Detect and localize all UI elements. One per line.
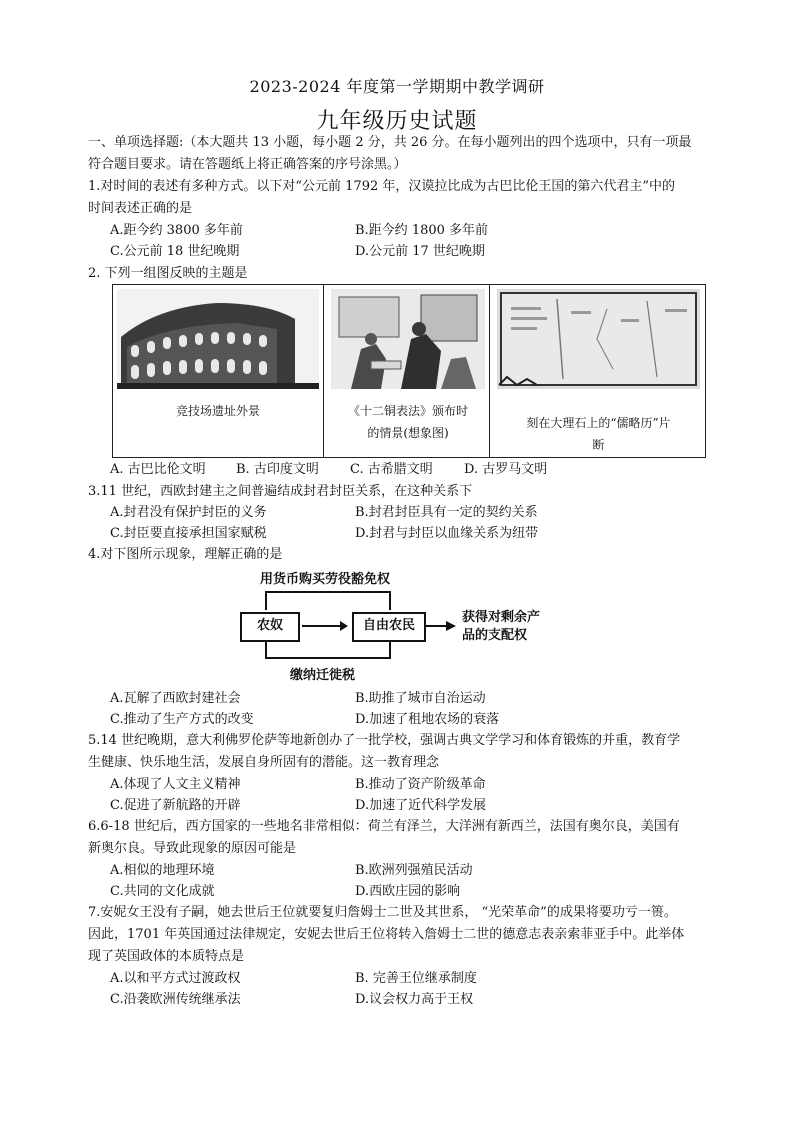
flow-label-right-1: 获得对剩余产 (462, 610, 541, 625)
flow-box-serf: 农奴 (240, 612, 300, 642)
q2-option-d: D. 古罗马文明 (464, 462, 548, 477)
section-instructions-line1: 一、单项选择题:（本大题共 13 小题，每小题 2 分，共 26 分。在每小题列出的四个选项中，只有一项最 (88, 135, 692, 150)
q1-stem-line2: 时间表述正确的是 (88, 201, 193, 216)
colosseum-illustration (117, 289, 319, 389)
flow-label-top: 用货币购买劳役豁免权 (260, 572, 391, 587)
q7-stem-line1: 7.安妮女王没有子嗣，她去世后王位就要复归詹姆士二世及其世系， “光荣革命”的成果将要功亏一篑。 (88, 905, 677, 920)
q3-option-c: C.封臣要直接承担国家赋税 (110, 526, 267, 541)
q2-option-a: A. 古巴比伦文明 (110, 462, 206, 477)
q6-option-d: D.西欧庄园的影响 (355, 884, 461, 899)
q5-stem-line1: 5.14 世纪晚期，意大利佛罗伦萨等地新创办了一批学校，强调古典文学学习和体育锻炼的并重，教育学 (88, 733, 681, 748)
q4-option-d: D.加速了租地农场的衰落 (355, 712, 500, 727)
flow-label-bottom: 缴纳迁徙税 (290, 668, 356, 683)
q4-stem: 4.对下图所示现象，理解正确的是 (88, 547, 283, 562)
q6-stem-line2: 新奥尔良。导致此现象的原因可能是 (88, 841, 297, 856)
q5-option-c: C.促进了新航路的开辟 (110, 798, 241, 813)
q7-option-a: A.以和平方式过渡政权 (110, 971, 241, 986)
q5-stem-line2: 生健康、快乐地生活，发展自身所固有的潜能。这一教育理念 (88, 755, 440, 770)
q6-option-c: C.共同的文化成就 (110, 884, 215, 899)
q6-stem-line1: 6.6-18 世纪后，西方国家的一些地名非常相似：荷兰有泽兰，大洋洲有新西兰，法国有奥尔良，美国有 (88, 819, 680, 834)
q5-option-a: A.体现了人文主义精神 (110, 777, 241, 792)
q1-option-c: C.公元前 18 世纪晚期 (110, 244, 240, 259)
flow-box-free-peasant: 自由农民 (352, 612, 426, 642)
section-instructions-line2: 符合题目要求。请在答题纸上将正确答案的序号涂黑。） (88, 157, 407, 172)
q3-option-b: B.封君封臣具有一定的契约关系 (355, 505, 538, 520)
q1-stem-line1: 1.对时间的表述有多种方式。以下对“公元前 1792 年，汉谟拉比成为古巴比伦王国的第六代君主”中的 (88, 179, 676, 194)
q2-caption-twelve-tables-1: 《十二铜表法》颁布时 (347, 404, 468, 418)
q5-option-d: D.加速了近代科学发展 (355, 798, 487, 813)
q2-option-b: B. 古印度文明 (236, 462, 319, 477)
q4-option-a: A.瓦解了西欧封建社会 (110, 691, 241, 706)
q3-stem: 3.11 世纪，西欧封建主之间普遍结成封君封臣关系，在这种关系下 (88, 484, 473, 499)
q5-option-b: B.推动了资产阶级革命 (355, 777, 486, 792)
twelve-tables-illustration (331, 289, 485, 389)
q2-caption-julian-calendar-1: 刻在大理石上的“儒略历”片 (526, 416, 671, 430)
q4-option-b: B.助推了城市自治运动 (355, 691, 486, 706)
julian-calendar-fragment-illustration (497, 289, 700, 389)
exam-title: 2023-2024 年度第一学期期中教学调研 (249, 77, 545, 96)
q2-image-group (112, 284, 706, 458)
q2-image-twelve-tables (327, 285, 490, 457)
q7-stem-line3: 现了英国政体的本质特点是 (88, 949, 245, 964)
q2-caption-julian-calendar-2: 断 (592, 438, 605, 452)
exam-subtitle: 九年级历史试题 (316, 109, 478, 134)
q2-caption-colosseum: 竞技场遗址外景 (175, 404, 260, 418)
q4-option-c: C.推动了生产方式的改变 (110, 712, 254, 727)
q2-image-colosseum (113, 285, 324, 457)
q1-option-a: A.距今约 3800 多年前 (110, 223, 243, 238)
q7-option-c: C.沿袭欧洲传统继承法 (110, 992, 241, 1007)
q7-stem-line2: 因此，1701 年英国通过法律规定，安妮去世后王位将转入詹姆士二世的德意志表亲索菲亚手中。此举体 (88, 927, 685, 942)
q6-option-b: B.欧洲列强殖民活动 (355, 863, 473, 878)
q1-option-b: B.距今约 1800 多年前 (355, 223, 489, 238)
q2-option-c: C. 古希腊文明 (350, 462, 433, 477)
q3-option-d: D.封君与封臣以血缘关系为纽带 (355, 526, 539, 541)
q2-caption-twelve-tables-2: 的情景(想象图) (367, 426, 449, 440)
q1-option-d: D.公元前 17 世纪晚期 (355, 244, 485, 259)
q7-option-b: B. 完善王位继承制度 (355, 971, 477, 986)
q6-option-a: A.相似的地理环境 (110, 863, 215, 878)
q3-option-a: A.封君没有保护封臣的义务 (110, 505, 267, 520)
q2-stem: 2. 下列一组图反映的主题是 (88, 266, 248, 281)
q7-option-d: D.议会权力高于王权 (355, 992, 474, 1007)
q4-flow-diagram (230, 566, 570, 684)
q2-image-julian-calendar (493, 285, 704, 457)
flow-label-right-2: 品的支配权 (462, 628, 528, 643)
